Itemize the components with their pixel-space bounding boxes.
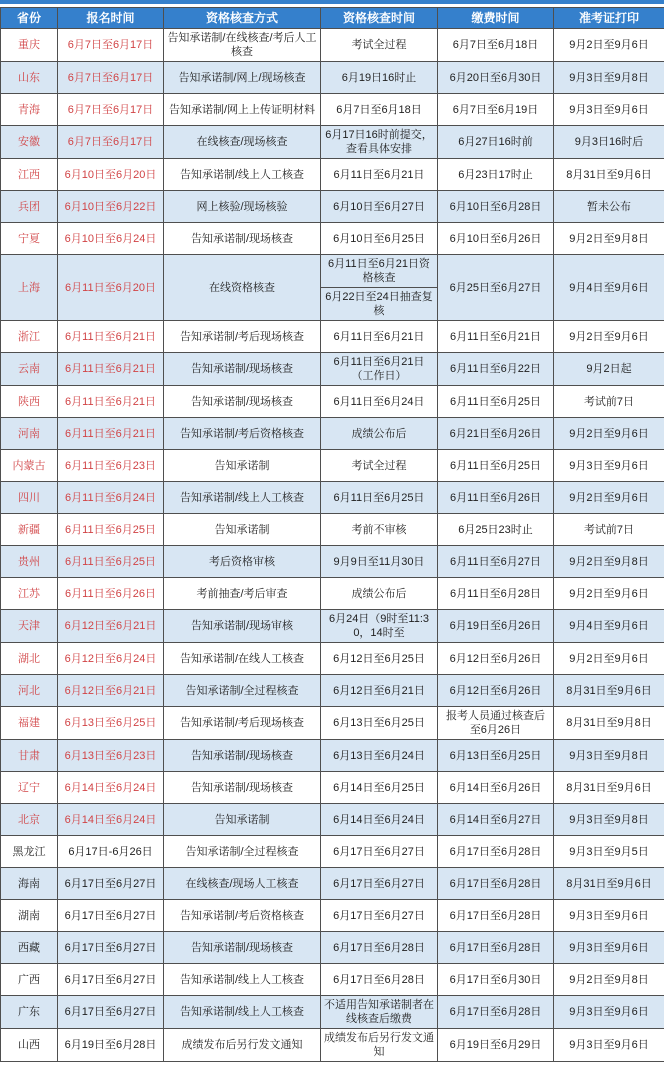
signup-time-cell: 6月11日至6月26日 — [58, 578, 164, 610]
ticket-print-cell: 9月3日至9月8日 — [554, 804, 664, 836]
pay-time-cell: 6月17日至6月30日 — [438, 964, 554, 996]
column-header-check-time: 资格核查时间 — [321, 8, 438, 29]
ticket-print-cell: 9月4日至9月6日 — [554, 255, 664, 321]
check-method-cell: 网上核验/现场核验 — [164, 191, 321, 223]
signup-time-cell: 6月13日至6月25日 — [58, 707, 164, 740]
signup-time-cell: 6月17日-6月26日 — [58, 836, 164, 868]
pay-time-cell: 6月11日至6月22日 — [438, 353, 554, 386]
signup-time-cell: 6月17日至6月27日 — [58, 932, 164, 964]
table-row — [1, 353, 664, 386]
check-method-cell: 告知承诺制/现场核查 — [164, 740, 321, 772]
ticket-print-cell: 9月3日至9月6日 — [554, 900, 664, 932]
ticket-print-cell: 暂未公布 — [554, 191, 664, 223]
check-method-cell: 在线核查/现场人工核查 — [164, 868, 321, 900]
ticket-print-cell: 9月2日至9月8日 — [554, 223, 664, 255]
table-row — [1, 386, 664, 418]
ticket-print-cell: 9月3日至9月6日 — [554, 450, 664, 482]
pay-time-cell: 6月27日16时前 — [438, 126, 554, 159]
signup-time-cell: 6月10日至6月24日 — [58, 223, 164, 255]
province-cell: 陕西 — [1, 386, 58, 418]
table-row — [1, 191, 664, 223]
ticket-print-cell: 9月2日至9月6日 — [554, 321, 664, 353]
check-time-cell: 考试全过程 — [321, 450, 438, 482]
pay-time-cell: 6月20日至6月30日 — [438, 62, 554, 94]
ticket-print-cell: 9月4日至9月6日 — [554, 610, 664, 643]
province-cell: 浙江 — [1, 321, 58, 353]
table-row — [1, 126, 664, 159]
province-cell: 海南 — [1, 868, 58, 900]
ticket-print-cell: 9月2日至9月6日 — [554, 29, 664, 62]
check-time-cell: 6月17日至6月28日 — [321, 964, 438, 996]
pay-time-cell: 6月10日至6月28日 — [438, 191, 554, 223]
check-method-cell: 告知承诺制/线上人工核查 — [164, 482, 321, 514]
check-time-cell: 6月14日至6月24日 — [321, 804, 438, 836]
top-accent-strip — [0, 0, 664, 4]
province-cell: 河北 — [1, 675, 58, 707]
check-method-cell: 告知承诺制/在线人工核查 — [164, 643, 321, 675]
check-method-cell: 在线核查/现场核查 — [164, 126, 321, 159]
check-time-cell: 6月17日16时前提交，查看具体安排 — [321, 126, 438, 159]
ticket-print-cell: 考试前7日 — [554, 514, 664, 546]
pay-time-cell: 6月17日至6月28日 — [438, 932, 554, 964]
province-cell: 湖北 — [1, 643, 58, 675]
pay-time-cell: 6月14日至6月26日 — [438, 772, 554, 804]
table-body — [1, 29, 664, 1062]
ticket-print-cell: 9月2日起 — [554, 353, 664, 386]
pay-time-cell: 6月17日至6月28日 — [438, 996, 554, 1029]
province-cell: 安徽 — [1, 126, 58, 159]
table-row — [1, 450, 664, 482]
ticket-print-cell: 9月2日至9月8日 — [554, 964, 664, 996]
signup-time-cell: 6月17日至6月27日 — [58, 868, 164, 900]
signup-time-cell: 6月17日至6月27日 — [58, 996, 164, 1029]
check-time-cell: 6月11日至6月21日 — [321, 321, 438, 353]
column-header-signup-time: 报名时间 — [58, 8, 164, 29]
pay-time-cell: 6月17日至6月28日 — [438, 836, 554, 868]
table-header-row — [1, 8, 664, 29]
province-cell: 宁夏 — [1, 223, 58, 255]
ticket-print-cell: 考试前7日 — [554, 386, 664, 418]
pay-time-cell: 6月19日至6月29日 — [438, 1029, 554, 1062]
table-row — [1, 707, 664, 740]
check-method-cell: 告知承诺制/现场核查 — [164, 932, 321, 964]
check-time-cell: 6月13日至6月24日 — [321, 740, 438, 772]
table-row — [1, 62, 664, 94]
check-method-cell: 告知承诺制/现场核查 — [164, 353, 321, 386]
check-method-cell: 告知承诺制/在线核查/考后人工核查 — [164, 29, 321, 62]
signup-time-cell: 6月17日至6月27日 — [58, 964, 164, 996]
pay-time-cell: 6月10日至6月26日 — [438, 223, 554, 255]
check-time-cell — [321, 255, 438, 321]
column-header-check-method: 资格核查方式 — [164, 8, 321, 29]
check-method-cell: 告知承诺制/考后资格核查 — [164, 418, 321, 450]
signup-time-cell: 6月11日至6月25日 — [58, 546, 164, 578]
check-time-cell: 不适用告知承诺制者在线核查后缴费 — [321, 996, 438, 1029]
ticket-print-cell: 8月31日至9月6日 — [554, 675, 664, 707]
pay-time-cell: 6月7日至6月19日 — [438, 94, 554, 126]
check-time-cell: 成绩公布后 — [321, 578, 438, 610]
check-time-cell: 6月11日至6月24日 — [321, 386, 438, 418]
table-row — [1, 836, 664, 868]
table-row — [1, 546, 664, 578]
check-method-cell: 告知承诺制/线上人工核查 — [164, 159, 321, 191]
signup-time-cell: 6月19日至6月28日 — [58, 1029, 164, 1062]
pay-time-cell: 6月21日至6月26日 — [438, 418, 554, 450]
pay-time-cell: 6月7日至6月18日 — [438, 29, 554, 62]
signup-time-cell: 6月11日至6月20日 — [58, 255, 164, 321]
table-row — [1, 94, 664, 126]
check-time-cell: 6月11日至6月21日 — [321, 159, 438, 191]
signup-time-cell: 6月7日至6月17日 — [58, 62, 164, 94]
check-time-cell: 6月17日至6月27日 — [321, 868, 438, 900]
ticket-print-cell: 9月2日至9月6日 — [554, 578, 664, 610]
signup-time-cell: 6月12日至6月21日 — [58, 610, 164, 643]
ticket-print-cell: 9月3日至9月8日 — [554, 62, 664, 94]
table-row — [1, 223, 664, 255]
province-cell: 江西 — [1, 159, 58, 191]
signup-time-cell: 6月14日至6月24日 — [58, 804, 164, 836]
pay-time-cell: 6月23日17时止 — [438, 159, 554, 191]
table-row — [1, 932, 664, 964]
check-time-cell: 成绩发布后另行发文通知 — [321, 1029, 438, 1062]
check-method-cell: 告知承诺制/现场审核 — [164, 610, 321, 643]
pay-time-cell: 6月12日至6月26日 — [438, 675, 554, 707]
check-method-cell: 告知承诺制 — [164, 804, 321, 836]
province-cell: 黑龙江 — [1, 836, 58, 868]
table-row — [1, 900, 664, 932]
ticket-print-cell: 9月3日至9月6日 — [554, 94, 664, 126]
signup-time-cell: 6月11日至6月25日 — [58, 514, 164, 546]
signup-time-cell: 6月14日至6月24日 — [58, 772, 164, 804]
check-time-cell: 6月17日至6月27日 — [321, 836, 438, 868]
check-method-cell: 告知承诺制/现场核查 — [164, 223, 321, 255]
check-method-cell: 告知承诺制/全过程核查 — [164, 675, 321, 707]
table-row — [1, 159, 664, 191]
table-row — [1, 772, 664, 804]
province-cell: 新疆 — [1, 514, 58, 546]
check-method-cell: 告知承诺制/线上人工核查 — [164, 996, 321, 1029]
ticket-print-cell: 9月2日至9月6日 — [554, 418, 664, 450]
check-method-cell: 成绩发布后另行发文通知 — [164, 1029, 321, 1062]
check-method-cell: 告知承诺制/线上人工核查 — [164, 964, 321, 996]
pay-time-cell: 6月17日至6月28日 — [438, 900, 554, 932]
pay-time-cell: 6月13日至6月25日 — [438, 740, 554, 772]
ticket-print-cell: 9月3日16时后 — [554, 126, 664, 159]
check-time-cell: 6月10日至6月25日 — [321, 223, 438, 255]
ticket-print-cell: 9月3日至9月5日 — [554, 836, 664, 868]
table-row — [1, 321, 664, 353]
check-method-cell: 告知承诺制/考后资格核查 — [164, 900, 321, 932]
province-cell: 北京 — [1, 804, 58, 836]
table-row — [1, 514, 664, 546]
check-method-cell: 告知承诺制/考后现场核查 — [164, 321, 321, 353]
ticket-print-cell: 9月3日至9月6日 — [554, 996, 664, 1029]
pay-time-cell: 6月12日至6月26日 — [438, 643, 554, 675]
check-time-cell: 6月24日（9时至11:30，14时至 — [321, 610, 438, 643]
table-row — [1, 996, 664, 1029]
province-cell: 甘肃 — [1, 740, 58, 772]
check-time-subcell: 6月11日至6月21日资格核查 — [328, 258, 430, 284]
pay-time-cell: 6月19日至6月26日 — [438, 610, 554, 643]
check-time-cell: 6月17日至6月28日 — [321, 932, 438, 964]
province-cell: 江苏 — [1, 578, 58, 610]
ticket-print-cell: 9月3日至9月6日 — [554, 1029, 664, 1062]
check-time-cell: 6月19日16时止 — [321, 62, 438, 94]
signup-time-cell: 6月12日至6月21日 — [58, 675, 164, 707]
table-row — [1, 255, 664, 321]
pay-time-cell: 6月11日至6月27日 — [438, 546, 554, 578]
check-time-cell: 6月12日至6月25日 — [321, 643, 438, 675]
check-time-cell: 6月7日至6月18日 — [321, 94, 438, 126]
province-cell: 四川 — [1, 482, 58, 514]
province-cell: 青海 — [1, 94, 58, 126]
province-cell: 西藏 — [1, 932, 58, 964]
pay-time-cell: 6月11日至6月21日 — [438, 321, 554, 353]
pay-time-cell: 6月25日至6月27日 — [438, 255, 554, 321]
check-time-cell: 考试全过程 — [321, 29, 438, 62]
table-row — [1, 1029, 664, 1062]
province-cell: 内蒙古 — [1, 450, 58, 482]
pay-time-cell: 6月11日至6月26日 — [438, 482, 554, 514]
province-cell: 山西 — [1, 1029, 58, 1062]
table-row — [1, 964, 664, 996]
check-method-cell: 告知承诺制 — [164, 450, 321, 482]
table-row — [1, 804, 664, 836]
pay-time-cell: 6月11日至6月25日 — [438, 386, 554, 418]
table-row — [1, 868, 664, 900]
ticket-print-cell: 9月2日至9月6日 — [554, 482, 664, 514]
province-cell: 天津 — [1, 610, 58, 643]
check-time-cell: 6月17日至6月27日 — [321, 900, 438, 932]
signup-time-cell: 6月11日至6月21日 — [58, 418, 164, 450]
check-method-cell: 告知承诺制/网上上传证明材料 — [164, 94, 321, 126]
province-cell: 辽宁 — [1, 772, 58, 804]
table-row — [1, 418, 664, 450]
ticket-print-cell: 9月2日至9月6日 — [554, 643, 664, 675]
ticket-print-cell: 9月2日至9月8日 — [554, 546, 664, 578]
ticket-print-cell: 9月3日至9月6日 — [554, 932, 664, 964]
signup-time-cell: 6月11日至6月21日 — [58, 353, 164, 386]
pay-time-cell: 6月25日23时止 — [438, 514, 554, 546]
signup-time-cell: 6月10日至6月22日 — [58, 191, 164, 223]
check-time-cell: 6月11日至6月25日 — [321, 482, 438, 514]
province-cell: 贵州 — [1, 546, 58, 578]
table-row — [1, 29, 664, 62]
province-cell: 山东 — [1, 62, 58, 94]
ticket-print-cell: 8月31日至9月6日 — [554, 868, 664, 900]
check-method-cell: 考后资格审核 — [164, 546, 321, 578]
signup-time-cell: 6月11日至6月21日 — [58, 321, 164, 353]
table-row — [1, 610, 664, 643]
signup-time-cell: 6月17日至6月27日 — [58, 900, 164, 932]
province-cell: 重庆 — [1, 29, 58, 62]
province-cell: 上海 — [1, 255, 58, 321]
check-time-cell: 9月9日至11月30日 — [321, 546, 438, 578]
signup-time-cell: 6月11日至6月23日 — [58, 450, 164, 482]
ticket-print-cell: 8月31日至9月6日 — [554, 772, 664, 804]
check-time-cell: 6月10日至6月27日 — [321, 191, 438, 223]
province-cell: 河南 — [1, 418, 58, 450]
check-time-cell: 6月12日至6月21日 — [321, 675, 438, 707]
check-method-cell: 告知承诺制/考后现场核查 — [164, 707, 321, 740]
check-time-cell: 成绩公布后 — [321, 418, 438, 450]
column-header-ticket-print: 准考证打印 — [554, 8, 664, 29]
signup-time-cell: 6月11日至6月21日 — [58, 386, 164, 418]
province-cell: 福建 — [1, 707, 58, 740]
province-cell: 湖南 — [1, 900, 58, 932]
signup-time-cell: 6月7日至6月17日 — [58, 94, 164, 126]
check-method-cell: 告知承诺制/网上/现场核查 — [164, 62, 321, 94]
check-method-cell: 告知承诺制/现场核查 — [164, 772, 321, 804]
province-cell: 广东 — [1, 996, 58, 1029]
check-method-cell: 考前抽查/考后审查 — [164, 578, 321, 610]
signup-time-cell: 6月7日至6月17日 — [58, 126, 164, 159]
check-method-cell: 在线资格核查 — [164, 255, 321, 321]
column-header-pay-time: 缴费时间 — [438, 8, 554, 29]
ticket-print-cell: 8月31日至9月6日 — [554, 159, 664, 191]
ticket-print-cell: 9月3日至9月8日 — [554, 740, 664, 772]
table-row — [1, 675, 664, 707]
pay-time-cell: 6月11日至6月25日 — [438, 450, 554, 482]
pay-time-cell: 6月17日至6月28日 — [438, 868, 554, 900]
column-header-province: 省份 — [1, 8, 58, 29]
province-cell: 兵团 — [1, 191, 58, 223]
pay-time-cell: 报考人员通过核查后至6月26日 — [438, 707, 554, 740]
check-time-subcell: 6月22日至24日抽查复核 — [321, 287, 437, 320]
pay-time-cell: 6月11日至6月28日 — [438, 578, 554, 610]
table-row — [1, 482, 664, 514]
province-cell: 云南 — [1, 353, 58, 386]
signup-time-cell: 6月12日至6月24日 — [58, 643, 164, 675]
check-time-cell: 6月14日至6月25日 — [321, 772, 438, 804]
table-row — [1, 643, 664, 675]
check-time-cell: 6月13日至6月25日 — [321, 707, 438, 740]
signup-time-cell: 6月7日至6月17日 — [58, 29, 164, 62]
check-method-cell: 告知承诺制/现场核查 — [164, 386, 321, 418]
check-time-cell: 考前不审核 — [321, 514, 438, 546]
province-cell: 广西 — [1, 964, 58, 996]
ticket-print-cell: 8月31日至9月8日 — [554, 707, 664, 740]
signup-time-cell: 6月10日至6月20日 — [58, 159, 164, 191]
check-method-cell: 告知承诺制 — [164, 514, 321, 546]
signup-time-cell: 6月11日至6月24日 — [58, 482, 164, 514]
pay-time-cell: 6月14日至6月27日 — [438, 804, 554, 836]
table-row — [1, 740, 664, 772]
signup-time-cell: 6月13日至6月23日 — [58, 740, 164, 772]
table-row — [1, 578, 664, 610]
check-method-cell: 告知承诺制/全过程核查 — [164, 836, 321, 868]
check-time-cell: 6月11日至6月21日（工作日） — [321, 353, 438, 386]
exam-schedule-table — [0, 7, 664, 1062]
